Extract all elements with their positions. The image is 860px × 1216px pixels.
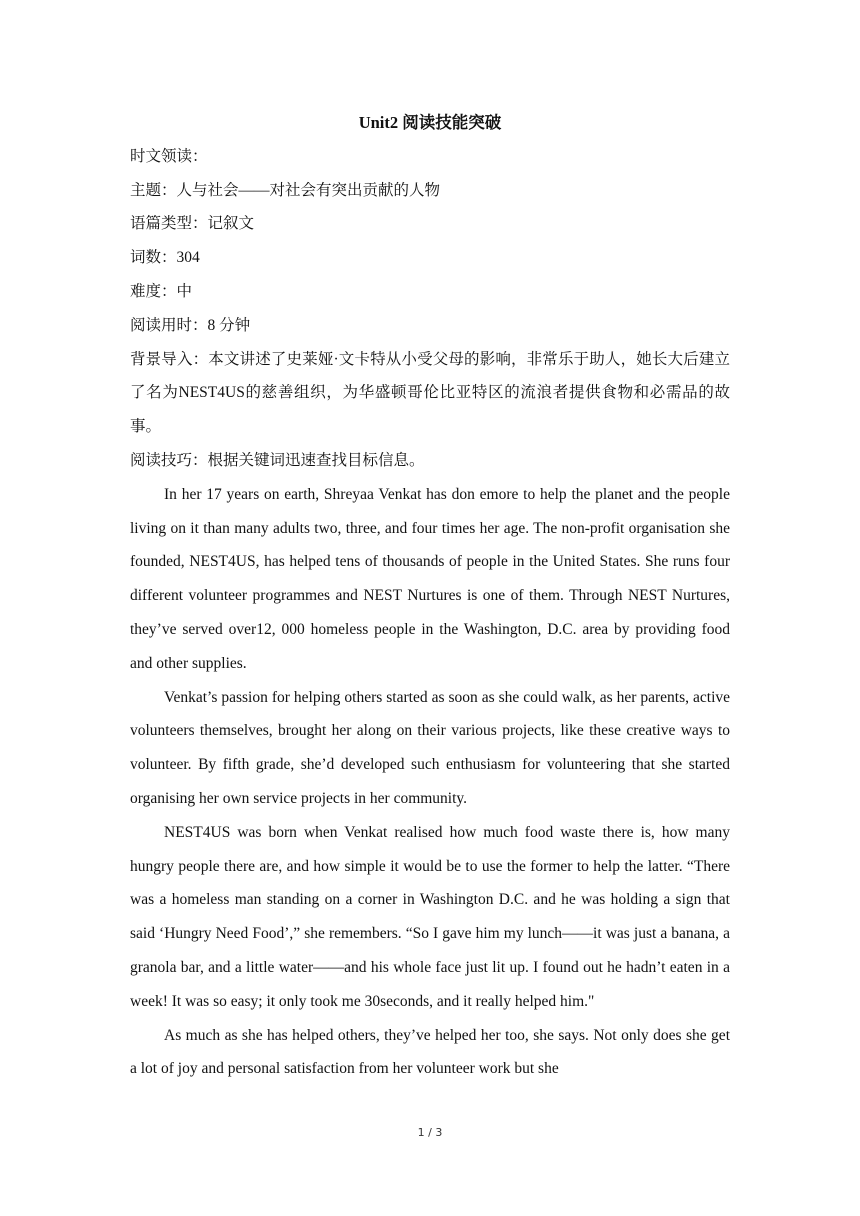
meta-reading-skill: 阅读技巧：根据关键词迅速查找目标信息。 (130, 451, 425, 469)
article-paragraph-2: Venkat’s passion for helping others started as soon as she could walk, as her parents, active volunteers themselves, brought her along on their various projects, like these creative ways to volunteer. By fifth grade, she’d developed such enthusiasm for volunteering that she started organising her own service projects in her community. (130, 688, 730, 807)
page-number: 1 / 3 (417, 1126, 443, 1139)
document-page (130, 106, 730, 1086)
article-paragraph-1: In her 17 years on earth, Shreyaa Venkat has don emore to help the planet and the people living on it than many adults two, three, and four times her age. The non-profit organisation she founded, NEST4US, has helped tens of thousands of people in the United States. She runs four different volunteer programmes and NEST Nurtures is one of them. Through NEST Nurtures, they’ve served over12, 000 homeless people in the Washington, D.C. area by providing food and other supplies. (130, 485, 730, 672)
meta-theme: 主题：人与社会——对社会有突出贡献的人物 (130, 181, 441, 199)
meta-genre: 语篇类型：记叙文 (130, 215, 255, 233)
article-paragraph-4: As much as she has helped others, they’ve helped her too, she says. Not only does she get a lot of joy and personal satisfaction from her volunteer work but she (130, 1026, 730, 1078)
document-title: Unit2 阅读技能突破 (358, 113, 502, 132)
meta-word-count: 词数：304 (130, 249, 200, 267)
meta-background: 背景导入：本文讲述了史莱娅·文卡特从小受父母的影响，非常乐于助人，她长大后建立了名为NEST4US的慈善组织，为华盛顿哥伦比亚特区的流浪者提供食物和必需品的故事。 (130, 350, 730, 436)
meta-intro-label: 时文领读： (130, 147, 208, 165)
meta-reading-time: 阅读用时：8 分钟 (130, 316, 251, 334)
article-paragraph-3: NEST4US was born when Venkat realised how much food waste there is, how many hungry people there are, and how simple it would be to use the former to help the latter. “There was a homeless man standing on a corner in Washington D.C. and he was holding a sign that said ‘Hungry Need Food’,” she remembers. “So I gave him my lunch——it was just a banana, a granola bar, and a little water——and his whole face just lit up. I found out he hadn’t eaten in a week! It was so easy; it only took me 30seconds, and it really helped him." (130, 823, 730, 1010)
meta-difficulty: 难度：中 (130, 282, 193, 300)
